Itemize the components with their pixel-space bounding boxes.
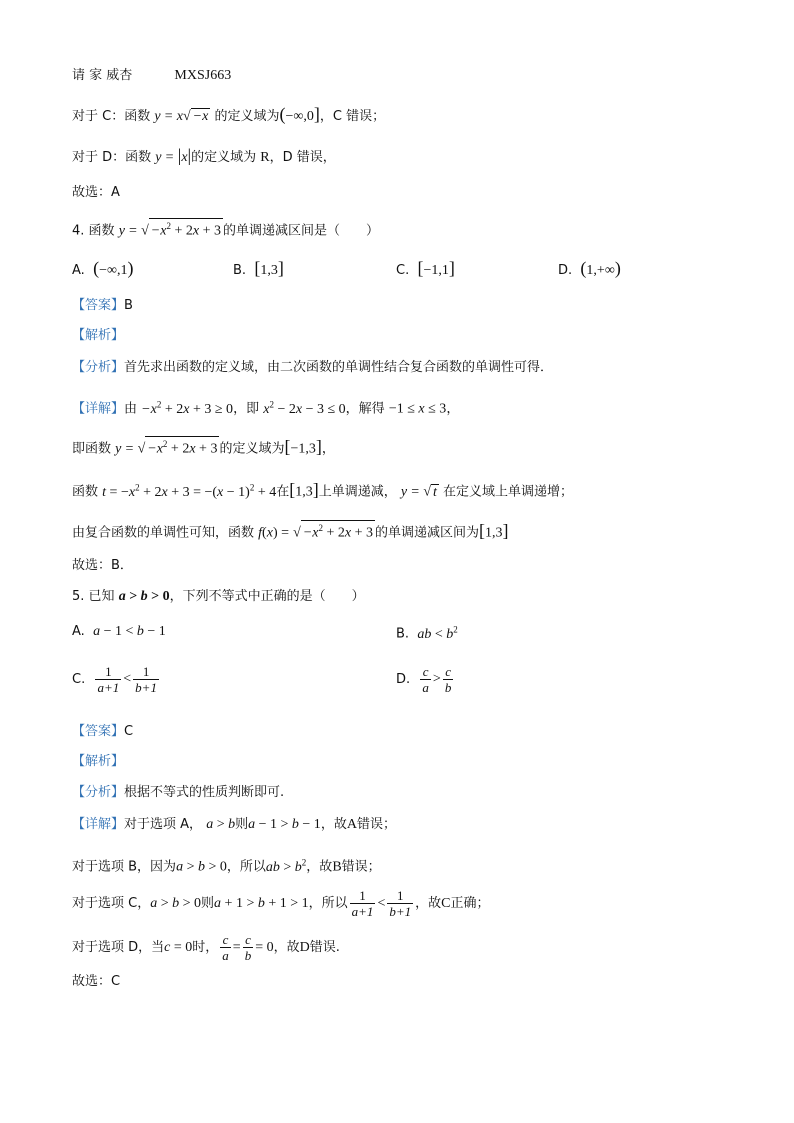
prev-answer: 故选：A [72, 185, 120, 200]
q4-stem: 4. 函数 y = √ $-x^2 + 2x + 3$ 的单调递减区间是（ ） [72, 218, 379, 242]
q4-option-a: A. (−∞,1) [72, 258, 134, 278]
q4-line4: 由复合函数的单调性可知，函数 f(x) = √ $-x^2 + 2x + 3$ 的单调递减区间为[1,3] [72, 520, 509, 541]
q4-answer: 【答案】B [72, 298, 133, 313]
q4-analysis-tag: 【解析】 [72, 328, 125, 343]
prev-d-line: 对于 D：函数 y = |x|的定义域为 R，D 错误， [72, 145, 336, 165]
q4-option-c: C. [−1,1] [396, 258, 455, 278]
q5-fenxi: 【分析】根据不等式的性质判断即可. [72, 785, 285, 800]
q5-option-a: A. a − 1 < b − 1 [72, 624, 166, 639]
q4-option-d: D. (1,+∞) [558, 258, 621, 278]
q5-line-b: 对于选项 B，因为a > b > 0，所以ab > $b^2$，故B错误； [72, 857, 381, 875]
q4-line3: 函数 $t = -x^2 + 2x + 3 = -(x - 1)^2 + 4$在[1,3]上单调递减， y = √ t 在定义域上单调递增； [72, 479, 574, 500]
q4-xiangjie: 【详解】由 $-x^2 + 2x + 3 \ge 0$，即 $x^2 - 2x - 3 \le 0$，解得 −1 ≤ x ≤ 3， [72, 399, 460, 417]
q5-xiangjie-a: 【详解】对于选项 A， a > b则a − 1 > b − 1，故A错误； [72, 817, 396, 832]
header-text: 请 家 威杏 [72, 68, 133, 83]
q4-line2: 即函数 y = √ $-x^2 + 2x + 3$ 的定义域为[−1,3]， [72, 436, 335, 457]
q5-option-d: D. $\frac{c}{a}$ > $\frac{c}{b}$ [396, 664, 452, 695]
q5-line-c: 对于选项 C，a > b > 0则a + 1 > b + 1 > 1，所以 $\frac{1}{a+1}$ < $\frac{1}{b+1}$ ，故C正确； [72, 888, 490, 919]
q4-option-b: B. [1,3] [233, 258, 284, 278]
q4-fenxi: 【分析】首先求出函数的定义域，由二次函数的单调性结合复合函数的单调性可得． [72, 360, 554, 375]
q5-line-d: 对于选项 D，当c = 0时， $\frac{c}{a}$ = $\frac{c}{b}$ = 0，故D错误. [72, 932, 340, 963]
header-code: MXSJ663 [174, 68, 232, 83]
q5-answer: 【答案】C [72, 724, 134, 739]
q5-option-b: B. ab < $b^2$ [396, 624, 458, 642]
prev-c-line: 对于 C：函数 y = x√ −x 的定义域为(−∞,0]，C 错误； [72, 104, 386, 124]
q5-option-c: C. $\frac{1}{a+1}$ < $\frac{1}{b+1}$ [72, 664, 157, 695]
q5-analysis-tag: 【解析】 [72, 754, 125, 769]
q5-stem: 5. 已知 a > b > 0，下列不等式中正确的是（ ） [72, 589, 365, 604]
q4-final: 故选：B． [72, 558, 133, 573]
header [72, 66, 231, 86]
q5-final: 故选：C [72, 974, 121, 989]
